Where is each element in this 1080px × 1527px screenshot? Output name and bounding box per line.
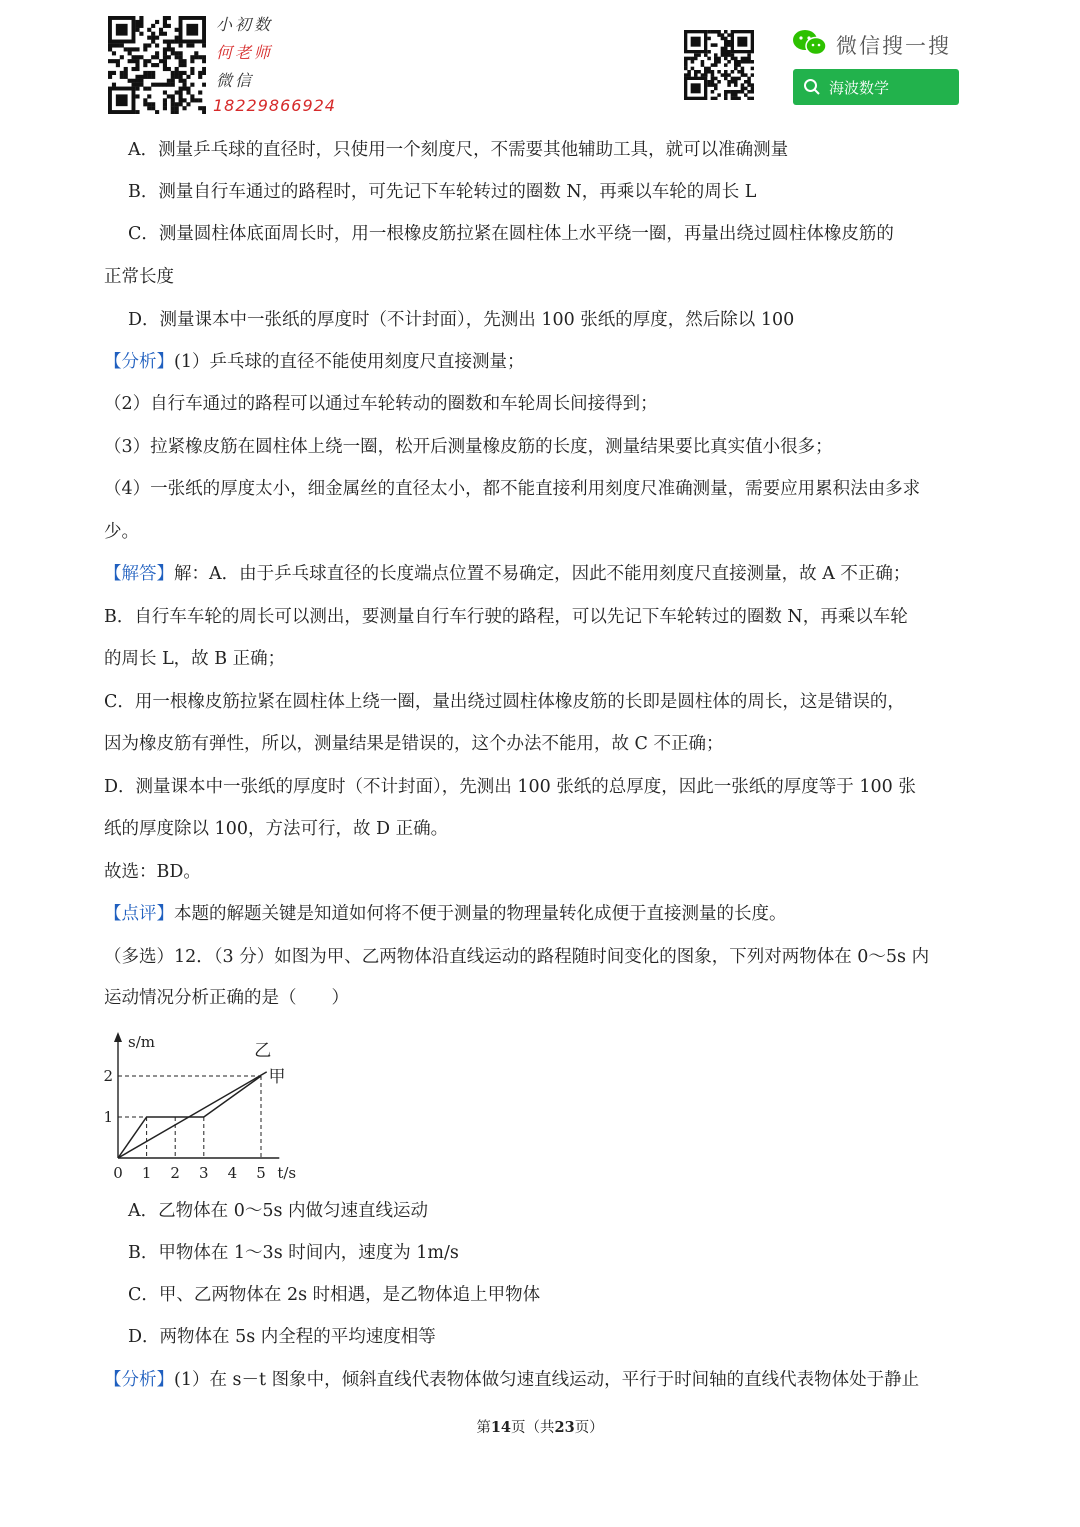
q11-option-a: A．测量乒乓球的直径时，只使用一个刻度尺，不需要其他辅助工具，就可以准确测量 [128,140,789,160]
answer-choice: 故选：BD。 [104,862,201,882]
answer-line-3: 的周长 L，故 B 正确； [104,649,286,669]
q12-stem-cont: 运动情况分析正确的是（ ） [104,988,349,1008]
y-tick-label: 2 [103,1067,113,1085]
answer-line-2: B．自行车车轮的周长可以测出，要测量自行车行驶的路程，可以先记下车轮转过的圈数 N，再乘以车轮 [104,607,908,627]
st-chart [100,1028,320,1188]
answer-tag: 【解答】 [104,564,174,584]
q11-option-c: C．测量圆柱体底面周长时，用一根橡皮筋拉紧在圆柱体上水平绕一圈，再量出绕过圆柱体橡皮筋的 [128,224,894,244]
q12-option-c: C．甲、乙两物体在 2s 时相遇，是乙物体追上甲物体 [128,1285,541,1305]
wechat-search-title: 微信搜一搜 [836,34,951,58]
contact-line-1: 小初数 [216,15,274,34]
page-footer [0,1416,1080,1437]
series-label: 甲 [268,1067,286,1087]
y-tick-label: 1 [103,1108,113,1126]
series-label: 乙 [254,1040,272,1061]
wechat-logo-icon [792,28,828,58]
q11-option-d: D．测量课本中一张纸的厚度时（不计封面），先测出 100 张纸的厚度，然后除以 100 [128,310,795,330]
q11-option-c-cont: 正常长度 [104,267,174,287]
answer-line-5: 因为橡皮筋有弹性，所以，测量结果是错误的，这个办法不能用，故 C 不正确； [104,734,724,754]
x-axis-label: t/s [277,1164,297,1182]
q11-option-b: B．测量自行车通过的路程时，可先记下车轮转过的圈数 N，再乘以车轮的周长 L [128,182,757,202]
x-tick-label: 4 [227,1164,238,1182]
footer-page-number: 14 [490,1419,511,1436]
analysis2-line-1: (1）在 s－t 图象中，倾斜直线代表物体做匀速直线运动，平行于时间轴的直线代表物体处于静止 [174,1370,920,1390]
q12-option-b: B．甲物体在 1～3s 时间内，速度为 1m/s [128,1243,459,1263]
footer-prefix: 第 [476,1420,491,1436]
analysis-item-4: （4）一张纸的厚度太小，细金属丝的直径太小，都不能直接利用刻度尺准确测量，需要应用累积法由多求 [104,479,921,499]
q12-option-d: D．两物体在 5s 内全程的平均速度相等 [128,1327,436,1347]
search-button-label: 海波数学 [829,78,890,97]
analysis-item-2: （2）自行车通过的路程可以通过车轮转动的圈数和车轮周长间接得到； [104,394,658,414]
answer-line-7: 纸的厚度除以 100，方法可行，故 D 正确。 [104,819,449,839]
analysis-tag: 【分析】 [104,352,174,372]
contact-line-4: 18229866924 [213,96,336,115]
analysis-item-4-cont: 少。 [104,522,139,542]
comment-paragraph [104,902,787,926]
x-tick-label: 1 [141,1164,152,1182]
series-line [118,1072,267,1158]
qr-code-left [108,16,206,114]
footer-middle: 页（共 [511,1420,555,1436]
x-tick-label: 3 [199,1164,209,1182]
q12-option-a: A．乙物体在 0～5s 内做匀速直线运动 [128,1201,429,1221]
answer-paragraph-1 [104,562,910,586]
x-tick-label: 5 [256,1164,266,1182]
comment-text: 本题的解题关键是知道如何将不便于测量的物理量转化成便于直接测量的长度。 [174,904,787,924]
answer-line-4: C．用一根橡皮筋拉紧在圆柱体上绕一圈，量出绕过圆柱体橡皮筋的长即是圆柱体的周长，这是错误的， [104,692,905,712]
analysis-paragraph-1 [104,350,524,374]
contact-line-2: 何老师 [216,43,274,62]
footer-suffix: 页） [574,1420,604,1436]
y-axis-arrow [114,1032,122,1042]
search-icon [803,78,821,96]
analysis-item-1: (1）乒乓球的直径不能使用刻度尺直接测量； [174,352,525,372]
qr-pattern-icon [684,30,754,100]
footer-total-pages: 23 [554,1419,575,1436]
answer-line-6: D．测量课本中一张纸的厚度时（不计封面），先测出 100 张纸的总厚度，因此一张纸的厚度等于 100 张 [104,777,916,797]
qr-pattern-icon [108,16,206,114]
answer-line-1: 解：A．由于乒乓球直径的长度端点位置不易确定，因此不能用刻度尺直接测量，故 A 不正确； [174,564,911,584]
comment-tag: 【点评】 [104,904,174,924]
contact-line-3: 微信 [216,71,255,90]
x-tick-label: 2 [170,1164,180,1182]
x-tick-label: 0 [113,1164,123,1182]
y-axis-label: s/m [128,1033,155,1051]
analysis2-tag: 【分析】 [104,1370,174,1390]
analysis2-paragraph [104,1368,919,1392]
q12-stem: （多选）12．（3 分）如图为甲、乙两物体沿直线运动的路程随时间变化的图象，下列对两物体在 0～5s 内 [104,947,930,967]
analysis-item-3: （3）拉紧橡皮筋在圆柱体上绕一圈，松开后测量橡皮筋的长度，测量结果要比真实值小很多； [104,437,833,457]
wechat-search-button[interactable] [793,69,959,105]
qr-code-right [684,30,754,100]
